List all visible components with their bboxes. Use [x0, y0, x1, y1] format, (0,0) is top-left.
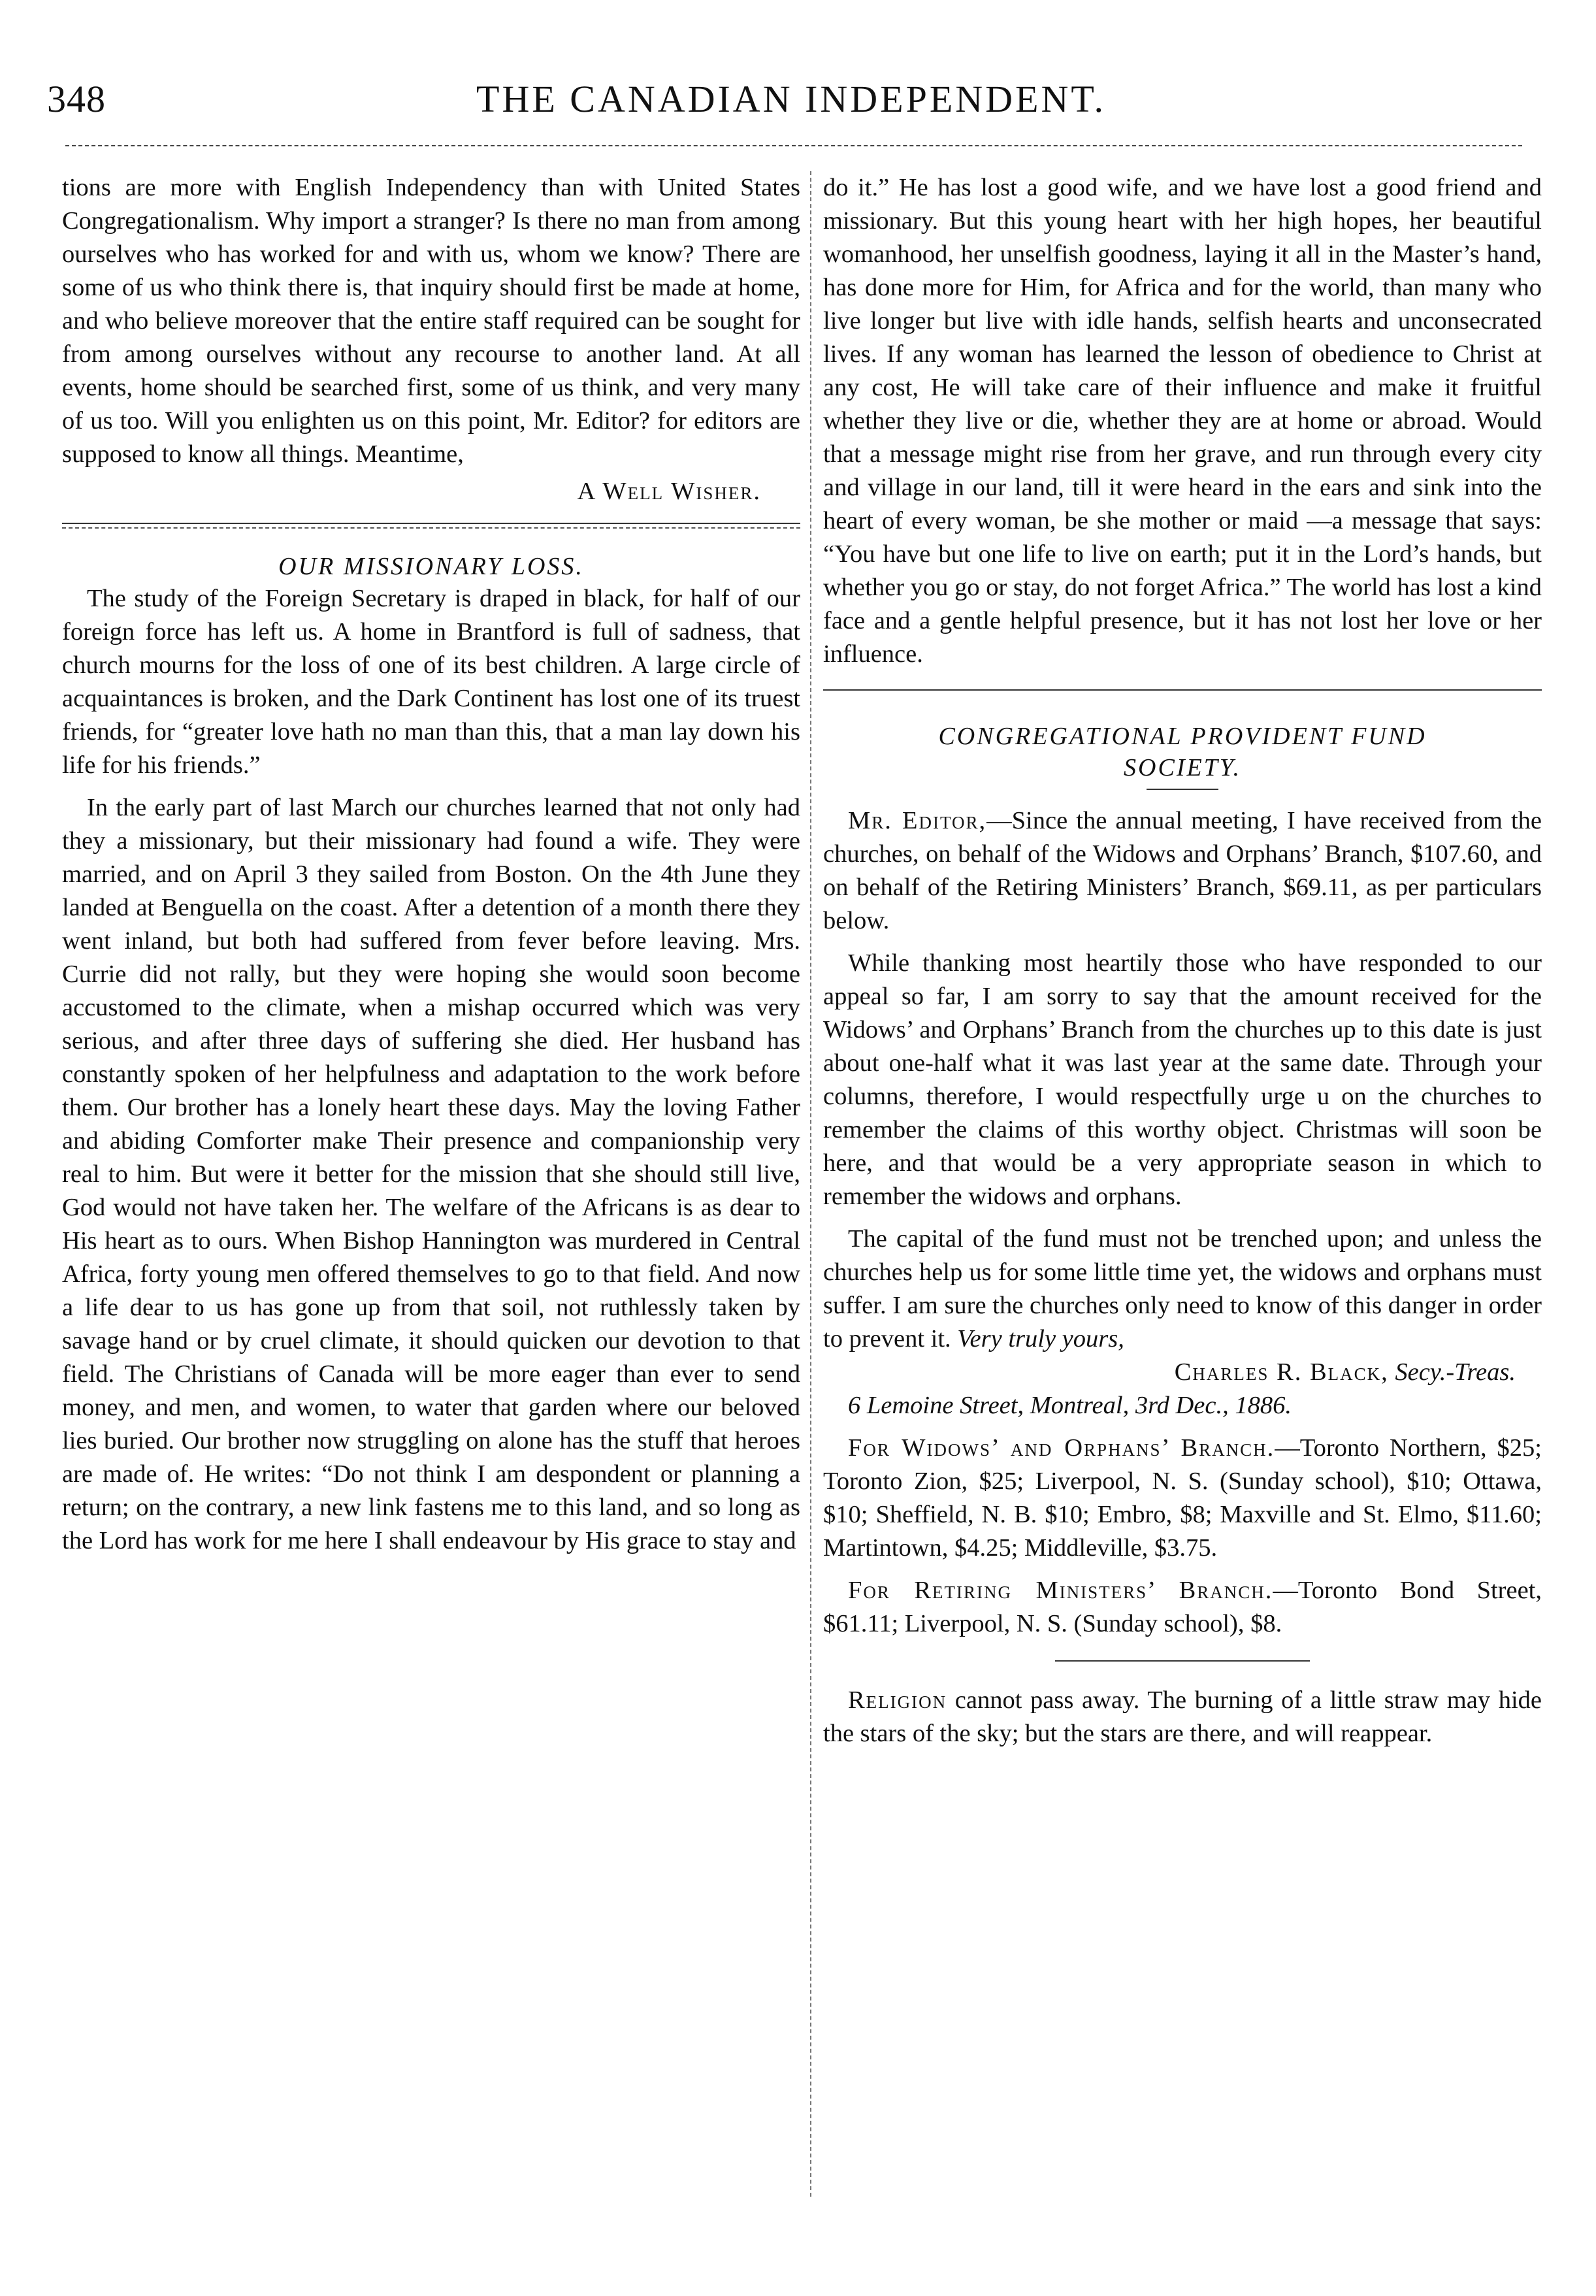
signature-name: Charles R. Black,	[1174, 1358, 1389, 1386]
address-line: 6 Lemoine Street, Montreal, 3rd Dec., 1886.	[848, 1392, 1292, 1419]
signature-line	[823, 1356, 1542, 1389]
section-divider	[62, 523, 800, 529]
header-rule	[65, 145, 1522, 146]
widows-branch-list: —Toronto Northern, $25; Toronto Zion, $25; Liverpool, N. S. (Sunday school), $10; Ottawa, $10; Sheffield, N. B. $10; Embro, $8; Maxville and St. Elmo, $11.60; Martintown, $4.25; Middleville, $3.75.	[823, 1434, 1542, 1562]
column-divider	[810, 171, 811, 2197]
religion-paragraph: cannot pass away. The burning of a little straw may hide the stars of the sky; but the stars are there, and will reappear.	[823, 1686, 1542, 1747]
section-divider-right	[823, 689, 1542, 691]
running-head: THE CANADIAN INDEPENDENT.	[476, 78, 1106, 120]
section-heading-provident-fund-line1: CONGREGATIONAL PROVIDENT FUND	[938, 723, 1427, 750]
closing-rule	[1055, 1660, 1310, 1662]
closing: Very truly yours,	[957, 1325, 1124, 1353]
left-paragraph-2: The study of the Foreign Secretary is draped in black, for half of our foreign force has left us. A home in Brantford is full of sadness, that church mourns for the loss of one of its best children. A large circle of acquaintances is broken, and the Dark Continent has lost one of its truest friends, for “greater love hath no man than this, that a man lay down his life for his friends.”	[62, 585, 800, 779]
retiring-branch-label: For Retiring Ministers’ Branch.	[848, 1577, 1273, 1604]
heading-underline	[1147, 789, 1218, 790]
left-paragraph-1: tions are more with English Independency than with United States Congregationalism. Why import a stranger? Is there no man from among ourselves who has worked for and with us, whom we know? There are some of us who think there is, that inquiry should first be made at home, and who believe moreover that the entire staff required can be sought for from among ourselves without any recourse to another land. At all events, home should be searched first, some of us think, and very many of us too. Will you enlighten us on this point, Mr. Editor? for editors are supposed to know all things. Meantime,	[62, 174, 800, 468]
right-paragraph-3: While thanking most heartily those who have responded to our appeal so far, I am sorry to say that the amount received for the Widows’ and Orphans’ Branch from the churches up to this date is just about one-half what it was last year at the same date. Through your columns, therefore, I would respectfully urge u on the churches to remember the claims of this worthy object. Christmas will soon be here, and that would be a very appropriate season in which to remember the widows and orphans.	[823, 949, 1542, 1210]
left-column	[62, 171, 800, 1558]
retiring-branch-list: —Toronto Bond Street, $61.11; Liverpool, N. S. (Sunday school), $8.	[823, 1577, 1542, 1637]
signature-title: Secy.-Treas.	[1395, 1358, 1516, 1386]
page-number: 348	[47, 78, 106, 120]
right-paragraph-4-text: The capital of the fund must not be trenched upon; and unless the churches help us for some little time yet, the widows and orphans must suffer. I am sure the churches only need to know of this danger in order to prevent it.	[823, 1225, 1542, 1353]
right-paragraph-1: do it.” He has lost a good wife, and we have lost a good friend and missionary. But this young heart with her high hopes, her beautiful womanhood, her unselfish goodness, laying it all in the Master’s hand, has done more for Him, for Africa and for the world, than many who live longer but live with idle hands, selfish hearts and unconsecrated lives. If any woman has learned the lesson of obedience to Christ at any cost, He will take care of their influence and make it fruitful whether they live or die, whether they are at home or abroad. Would that a message might rise from her grave, and run through every city and village in our land, till it were heard in the ears and sink into the heart of every woman, be she mother or maid —a message that says: “You have but one life to live on earth; put it in the Lord’s hands, but whether you go or stay, do not forget Africa.” The world has lost a kind face and a gentle helpful presence, but it has not lost her love or her influence.	[823, 174, 1542, 668]
right-column	[823, 171, 1542, 1750]
right-paragraph-4	[823, 1222, 1542, 1356]
section-heading-missionary-loss: OUR MISSIONARY LOSS.	[278, 553, 584, 580]
signature-well-wisher: A Well Wisher.	[577, 478, 761, 505]
widows-branch-label: For Widows’ and Orphans’ Branch.	[848, 1434, 1275, 1462]
religion-lead: Religion	[848, 1686, 947, 1714]
left-paragraph-3: In the early part of last March our churches learned that not only had they a missionary, but their missionary had found a wife. They were married, and on April 3 they sailed from Boston. On the 4th June they landed at Benguella on the coast. After a detention of a month there they went inland, but both had suffered from fever before leaving. Mrs. Currie did not rally, but they were hoping she would soon become accustomed to the climate, when a mishap occurred which was very serious, and after three days of suffering she died. Her husband has constantly spoken of her helpfulness and adaptation to the work before them. Our brother has a lonely heart these days. May the loving Father and abiding Comforter make Their presence and companionship very real to him. But were it better for the mission that she should still live, God would not have taken her. The welfare of the Africans is as dear to His heart as to ours. When Bishop Hannington was murdered in Central Africa, forty young men offered themselves to go to that field. And now a life dear to us has gone up from that soil, not ruthlessly taken by savage hand or by cruel climate, it should quicken our devotion to that field. The Christians of Canada will be more eager than ever to send money, and men, and women, to water that garden where our beloved lies buried. Our brother now struggling on alone has the stuff that heroes are made of. He writes: “Do not think I am despondent or planning a return; on the contrary, a new link fastens me to this land, and so long as the Lord has work for me here I shall endeavour by His grace to stay and	[62, 794, 800, 1554]
right-paragraph-2: —Since the annual meeting, I have received from the churches, on behalf of the Widows and Orphans’ Branch, $107.60, and on behalf of the Retiring Ministers’ Branch, $69.11, as per particulars below.	[823, 807, 1542, 934]
salutation: Mr. Editor,	[848, 807, 987, 834]
page-header	[47, 77, 1535, 136]
section-heading-provident-fund-line2: SOCIETY.	[1124, 754, 1241, 781]
